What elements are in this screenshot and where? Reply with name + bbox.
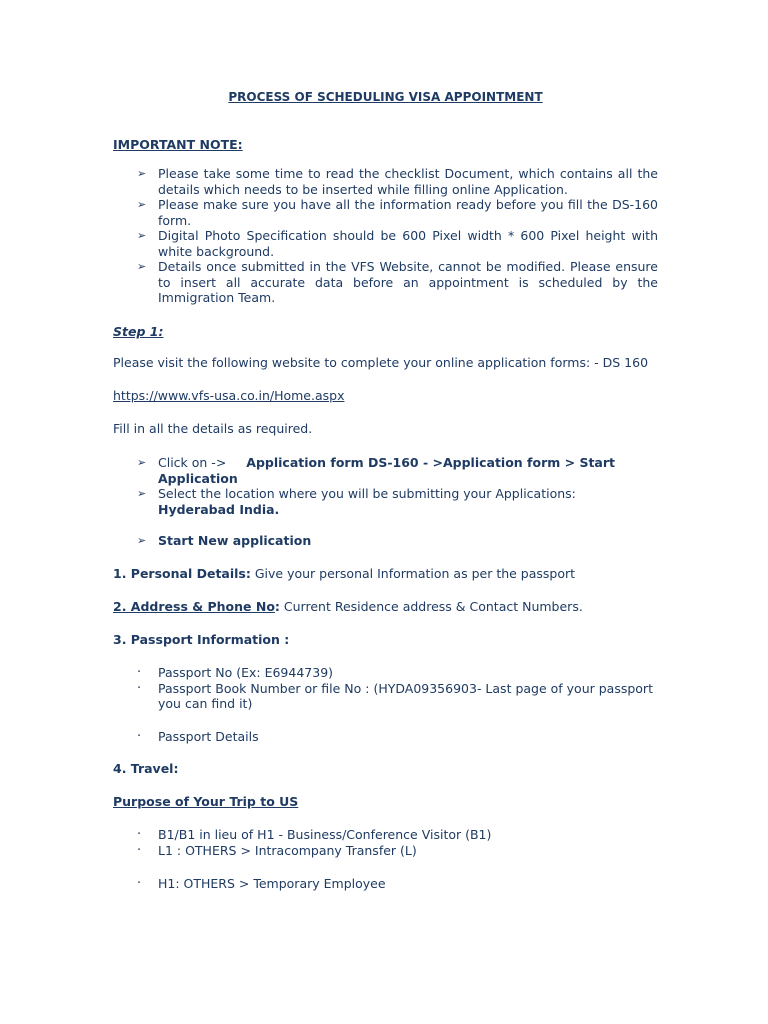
- visa-types-list: [113, 827, 658, 858]
- list-item: ➢ Please make sure you have all the information ready before you fill the DS-160 form.: [113, 197, 658, 228]
- list-item: · H1: OTHERS > Temporary Employee: [113, 876, 658, 892]
- passport-details-list: [113, 729, 658, 745]
- address-phone-text: Current Residence address & Contact Numbers.: [279, 599, 583, 614]
- select-location-text: Select the location where you will be submitting your Applications:: [158, 486, 576, 501]
- list-item: [113, 455, 658, 486]
- h1-visa-list: [113, 876, 658, 892]
- list-item: ➢ Please take some time to read the checklist Document, which contains all the details which needs to be inserted while filling online Application.: [113, 166, 658, 197]
- personal-details-text: Give your personal Information as per the passport: [250, 566, 576, 581]
- document-title: PROCESS OF SCHEDULING VISA APPOINTMENT: [228, 90, 543, 104]
- start-new-application: ➢ Start New application: [113, 533, 658, 549]
- address-colon: :: [274, 599, 280, 614]
- click-on-text: Click on ->: [158, 455, 227, 470]
- passport-info-heading: 3. Passport Information :: [113, 632, 290, 647]
- important-note-list: [113, 166, 658, 306]
- address-phone-label: 2. Address & Phone No: [113, 599, 275, 614]
- vfs-website-link[interactable]: https://www.vfs-usa.co.in/Home.aspx: [113, 388, 345, 403]
- list-item: · Passport Details: [113, 729, 658, 745]
- list-item: · L1 : OTHERS > Intracompany Transfer (L): [113, 843, 658, 859]
- purpose-of-trip-heading: Purpose of Your Trip to US: [113, 794, 299, 809]
- important-note-heading: IMPORTANT NOTE:: [113, 137, 243, 152]
- list-item: ➢ Digital Photo Specification should be 600 Pixel width * 600 Pixel height with white background.: [113, 228, 658, 259]
- application-path: Application form DS-160 - >Application form > Start Application: [158, 455, 615, 486]
- personal-details-label: 1. Personal Details:: [113, 566, 251, 581]
- step1-instructions: [113, 455, 658, 517]
- list-item: [113, 486, 658, 517]
- travel-heading: 4. Travel:: [113, 761, 179, 776]
- address-phone: [113, 599, 658, 614]
- list-item: ➢ Details once submitted in the VFS Website, cannot be modified. Please ensure to insert all accurate data before an appointment is scheduled by the Immigration Team.: [113, 259, 658, 306]
- start-new-list: [113, 533, 658, 549]
- list-item: · Passport Book Number or file No : (HYDA09356903- Last page of your passport you can find it): [113, 681, 658, 712]
- list-item: · B1/B1 in lieu of H1 - Business/Conference Visitor (B1): [113, 827, 658, 843]
- step1-heading: Step 1:: [113, 324, 164, 339]
- fill-details-text: Fill in all the details as required.: [113, 421, 313, 436]
- list-item: · Passport No (Ex: E6944739): [113, 665, 658, 681]
- step1-intro: Please visit the following website to complete your online application forms: - DS 160: [113, 355, 649, 370]
- personal-details: [113, 566, 658, 581]
- location-value: Hyderabad India.: [158, 501, 280, 517]
- passport-info-list: [113, 665, 658, 712]
